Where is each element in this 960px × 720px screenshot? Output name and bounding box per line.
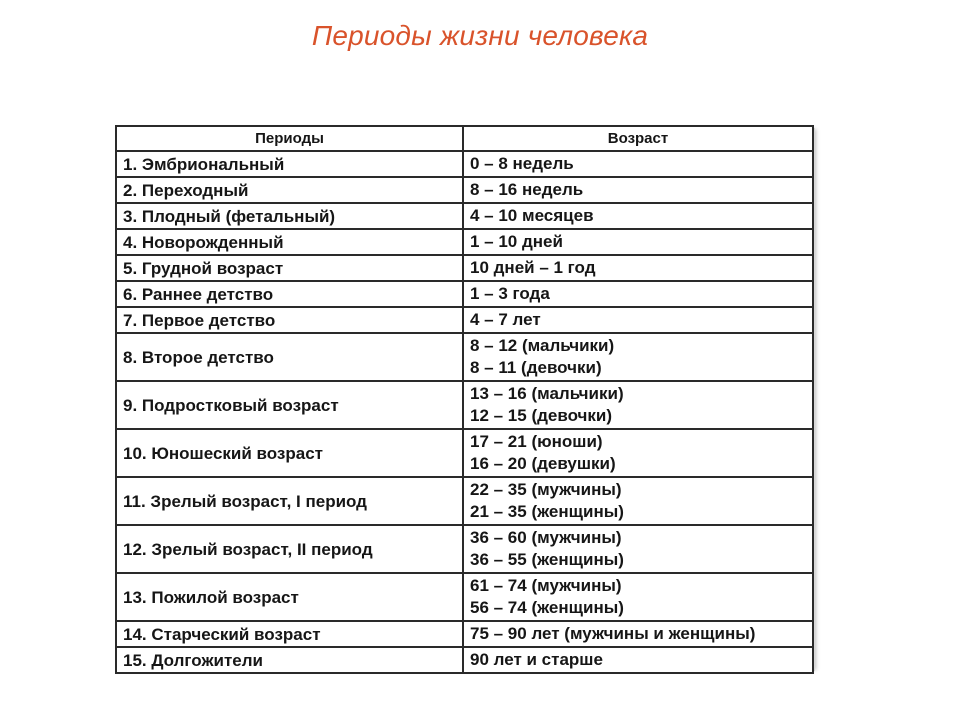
age-line: 1 – 10 дней	[470, 232, 563, 251]
age-line: 0 – 8 недель	[470, 154, 574, 173]
age-line: 36 – 60 (мужчины)	[470, 528, 622, 547]
table-row	[116, 573, 813, 621]
table-row	[116, 203, 813, 229]
table-row	[116, 307, 813, 333]
age-cell	[463, 307, 813, 333]
age-cell	[463, 429, 813, 477]
age-line: 61 – 74 (мужчины)	[470, 576, 622, 595]
age-cell	[463, 621, 813, 647]
age-line: 17 – 21 (юноши)	[470, 432, 603, 451]
age-line: 4 – 7 лет	[470, 310, 541, 329]
age-line: 13 – 16 (мальчики)	[470, 384, 624, 403]
period-cell: 4. Новорожденный	[116, 229, 463, 255]
age-cell	[463, 177, 813, 203]
period-cell: 6. Раннее детство	[116, 281, 463, 307]
period-cell: 11. Зрелый возраст, I период	[116, 477, 463, 525]
age-cell	[463, 525, 813, 573]
age-line: 1 – 3 года	[470, 284, 550, 303]
age-line: 12 – 15 (девочки)	[470, 406, 613, 425]
table-row	[116, 281, 813, 307]
age-line: 8 – 16 недель	[470, 180, 584, 199]
table-body	[116, 151, 813, 673]
period-cell: 9. Подростковый возраст	[116, 381, 463, 429]
age-line: 90 лет и старше	[470, 650, 603, 669]
age-line: 8 – 11 (девочки)	[470, 358, 602, 377]
table-row	[116, 621, 813, 647]
period-cell: 5. Грудной возраст	[116, 255, 463, 281]
period-cell: 3. Плодный (фетальный)	[116, 203, 463, 229]
age-line: 36 – 55 (женщины)	[470, 550, 624, 569]
period-cell: 12. Зрелый возраст, II период	[116, 525, 463, 573]
table-row	[116, 525, 813, 573]
age-line: 4 – 10 месяцев	[470, 206, 594, 225]
age-line: 10 дней – 1 год	[470, 258, 596, 277]
life-periods-table-wrapper	[115, 125, 812, 674]
age-cell	[463, 255, 813, 281]
table-row	[116, 381, 813, 429]
age-cell	[463, 647, 813, 673]
period-cell: 2. Переходный	[116, 177, 463, 203]
table-row	[116, 177, 813, 203]
period-cell: 14. Старческий возраст	[116, 621, 463, 647]
period-cell: 15. Долгожители	[116, 647, 463, 673]
age-cell	[463, 381, 813, 429]
table-header-row	[116, 126, 813, 151]
age-line: 75 – 90 лет (мужчины и женщины)	[470, 624, 756, 643]
age-cell	[463, 151, 813, 177]
period-cell: 10. Юношеский возраст	[116, 429, 463, 477]
table-row	[116, 333, 813, 381]
period-cell: 7. Первое детство	[116, 307, 463, 333]
age-cell	[463, 203, 813, 229]
age-cell	[463, 229, 813, 255]
column-header-periods: Периоды	[116, 126, 463, 151]
age-cell	[463, 333, 813, 381]
age-cell	[463, 477, 813, 525]
age-line: 56 – 74 (женщины)	[470, 598, 624, 617]
period-cell: 13. Пожилой возраст	[116, 573, 463, 621]
page-title: Периоды жизни человека	[311, 20, 649, 51]
period-cell: 1. Эмбриональный	[116, 151, 463, 177]
age-cell	[463, 281, 813, 307]
table-row	[116, 229, 813, 255]
age-cell	[463, 573, 813, 621]
age-line: 21 – 35 (женщины)	[470, 502, 624, 521]
table-row	[116, 151, 813, 177]
age-line: 22 – 35 (мужчины)	[470, 480, 622, 499]
table-row	[116, 647, 813, 673]
age-line: 16 – 20 (девушки)	[470, 454, 616, 473]
table-row	[116, 429, 813, 477]
table-row	[116, 255, 813, 281]
column-header-age: Возраст	[463, 126, 813, 151]
age-line: 8 – 12 (мальчики)	[470, 336, 615, 355]
period-cell: 8. Второе детство	[116, 333, 463, 381]
life-periods-table	[115, 125, 814, 674]
table-row	[116, 477, 813, 525]
